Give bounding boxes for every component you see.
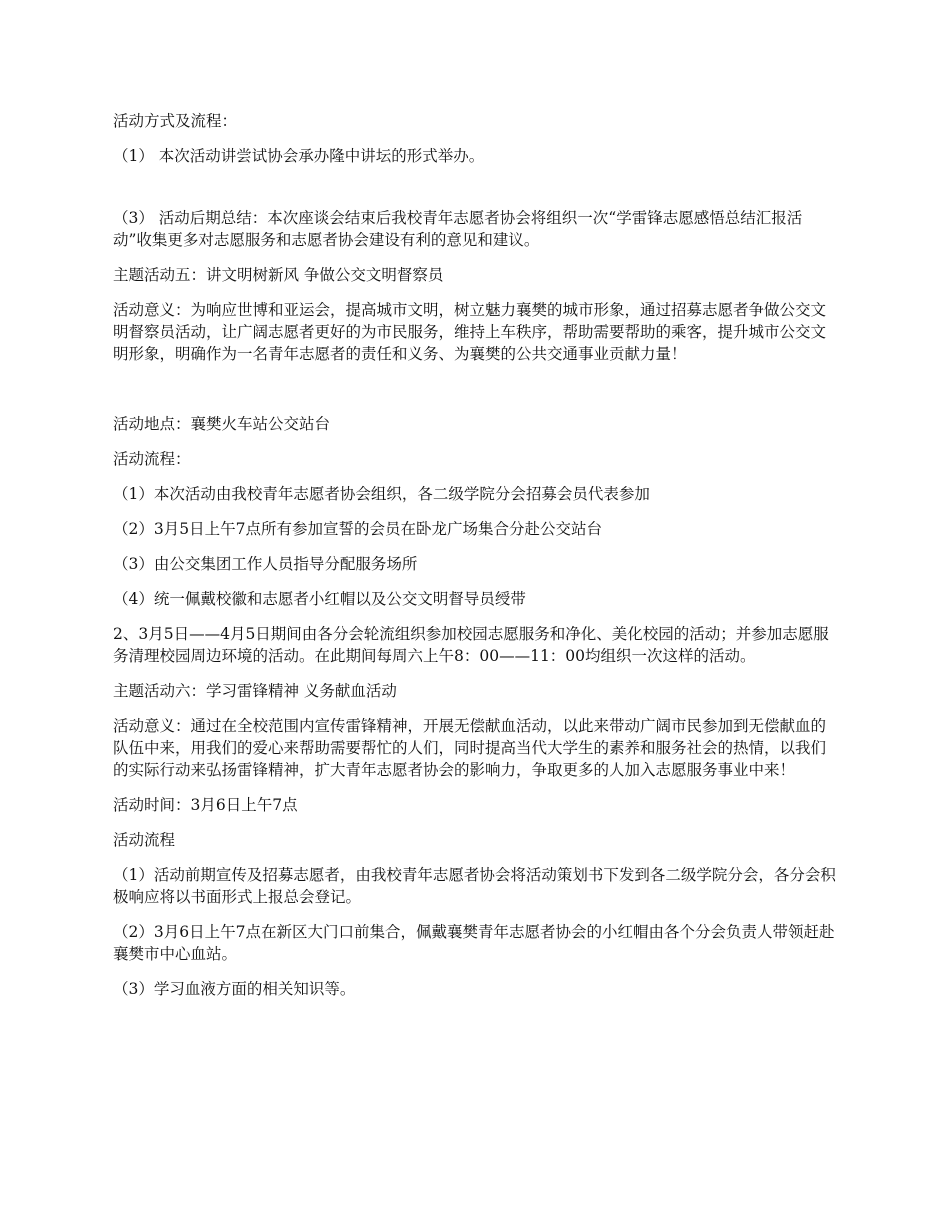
process-six-item-2: （2）3月6日上午7点在新区大门口前集合，佩戴襄樊青年志愿者协会的小红帽由各个分会负责人带领赶赴襄樊市中心血站。 — [113, 923, 835, 963]
process-six-item-1: （1）活动前期宣传及招募志愿者，由我校青年志愿者协会将活动策划书下发到各二级学院分会，各分会积极响应将以书面形式上报总会登记。 — [113, 866, 836, 906]
process-item-1: （1）本次活动由我校青年志愿者协会组织，各二级学院分会招募会员代表参加 — [113, 485, 650, 503]
paragraph-method-3: （3） 活动后期总结：本次座谈会结束后我校青年志愿者协会将组织一次“学雷锋志愿感悟总结汇报活动”收集更多对志愿服务和志愿者协会建设有利的意见和建议。 — [113, 209, 803, 249]
paragraph-significance-six: 活动意义：通过在全校范围内宣传雷锋精神，开展无偿献血活动，以此来带动广阔市民参加到无偿献血的队伍中来，用我们的爱心来帮助需要帮忙的人们，同时提高当代大学生的素养和服务社会的热情，以我们的实际行动来弘扬雷锋精神，扩大青年志愿者协会的影响力，争取更多的人加入志愿服务事业中来！ — [113, 717, 827, 779]
paragraph-method-1: （1） 本次活动讲尝试协会承办隆中讲坛的形式举办。 — [113, 147, 485, 165]
process-six-item-3: （3）学习血液方面的相关知识等。 — [113, 980, 356, 998]
process-item-4: （4）统一佩戴校徽和志愿者小红帽以及公交文明督导员绶带 — [113, 590, 526, 608]
process-item-2: （2）3月5日上午7点所有参加宣誓的会员在卧龙广场集合分赴公交站台 — [113, 520, 602, 538]
document-body — [113, 110, 841, 1013]
process-item-3: （3）由公交集团工作人员指导分配服务场所 — [113, 555, 418, 573]
theme-heading-six: 主题活动六：学习雷锋精神 义务献血活动 — [113, 682, 397, 700]
paragraph-time: 活动时间：3月6日上午7点 — [113, 796, 298, 814]
section-heading-process: 活动流程： — [113, 450, 191, 468]
paragraph-significance-five: 活动意义：为响应世博和亚运会，提高城市文明，树立魅力襄樊的城市形象，通过招募志愿者争做公交文明督察员活动，让广阔志愿者更好的为市民服务，维持上车秩序，帮助需要帮助的乘客，提升城市公交文明形象，明确作为一名青年志愿者的责任和义务、为襄樊的公共交通事业贡献力量！ — [113, 301, 827, 363]
section-heading-method: 活动方式及流程： — [113, 112, 238, 130]
section-heading-process-six: 活动流程 — [113, 831, 176, 849]
paragraph-location: 活动地点：襄樊火车站公交站台 — [113, 415, 331, 433]
theme-heading-five: 主题活动五：讲文明树新风 争做公交文明督察员 — [113, 266, 444, 284]
paragraph-campus-service: 2、3月5日——4月5日期间由各分会轮流组织参加校园志愿服务和净化、美化校园的活动；并参加志愿服务清理校园周边环境的活动。在此期间每周六上午8：00——11：00均组织一次这样的活动。 — [113, 625, 829, 665]
